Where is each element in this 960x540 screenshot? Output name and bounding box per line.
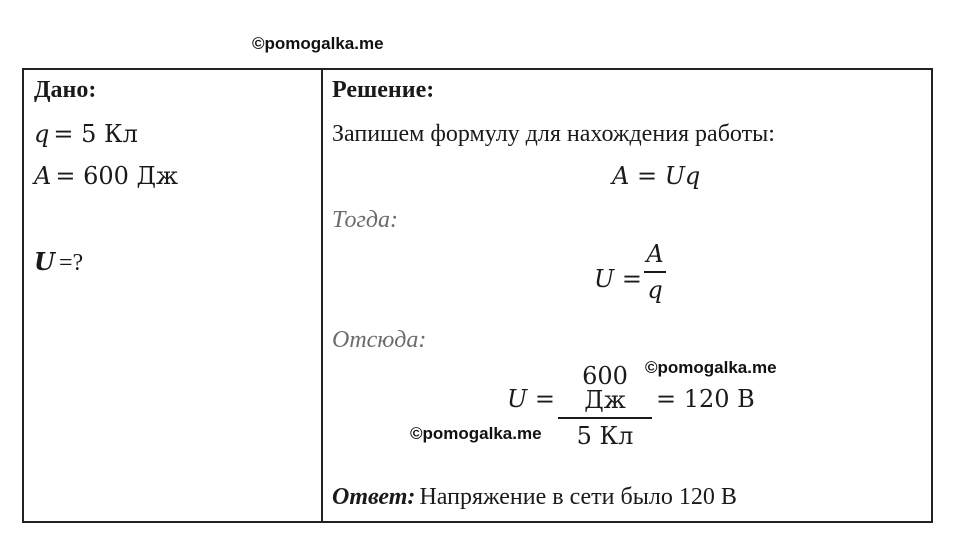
fraction-numeric <box>558 364 652 448</box>
formula-work: A = Uq <box>612 162 701 190</box>
answer-label: Ответ: <box>332 484 416 510</box>
column-divider <box>321 70 323 521</box>
formula3-result: = 120 В <box>656 385 755 413</box>
formula3-lhs: U = <box>507 385 555 413</box>
solution-header: Решение: <box>332 77 435 103</box>
fraction-bar <box>644 271 666 273</box>
fraction-a-over-q <box>644 242 666 302</box>
answer-text: Напряжение в сети было 120 В <box>419 484 737 510</box>
voltage-symbol: U <box>34 247 55 276</box>
fraction-numerator: A <box>646 240 664 268</box>
formula2-lhs: U = <box>594 265 642 293</box>
watermark: ©pomogalka.me <box>645 358 777 377</box>
fraction-numerator: 600 Дж <box>582 362 628 414</box>
work-value: = 600 Дж <box>55 162 179 190</box>
solution-table <box>22 68 933 523</box>
charge-value: = 5 Кл <box>53 120 138 148</box>
watermark: ©pomogalka.me <box>252 34 384 53</box>
then-label: Тогда: <box>332 207 398 233</box>
given-charge <box>34 122 138 147</box>
solution-intro: Запишем формулу для нахождения работы: <box>332 121 775 147</box>
watermark: ©pomogalka.me <box>410 424 542 443</box>
find-voltage <box>34 247 84 276</box>
work-symbol: A <box>34 162 52 190</box>
find-value: =? <box>58 250 84 276</box>
fraction-denominator: 5 Кл <box>576 422 634 450</box>
answer-line <box>332 485 737 509</box>
charge-symbol: q <box>34 120 50 148</box>
given-work <box>34 164 178 189</box>
given-header: Дано: <box>34 77 97 103</box>
fraction-denominator: q <box>647 276 663 304</box>
fraction-bar <box>558 417 652 419</box>
hence-label: Отсюда: <box>332 327 427 353</box>
